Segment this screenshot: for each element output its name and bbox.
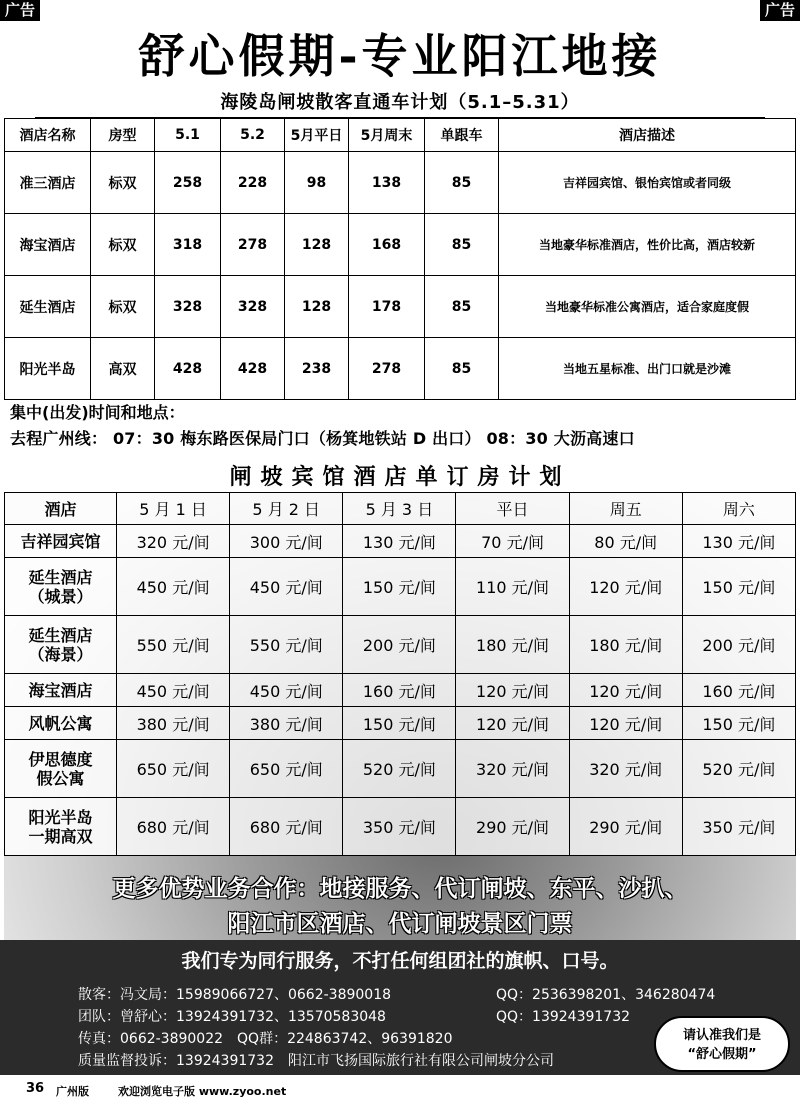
booking-row bbox=[5, 616, 796, 674]
hotel-name-line1: 海宝酒店 bbox=[28, 680, 93, 700]
contact-complaint: 质量监督投诉：13924391732 阳江市飞扬国际旅行社有限公司闸坡分公司 bbox=[78, 1053, 554, 1069]
room-price-cell: 290 元/间 bbox=[456, 798, 569, 856]
booking-row bbox=[5, 707, 796, 740]
room-price-cell: 120 元/间 bbox=[569, 707, 682, 740]
bus-plan-cell: 85 bbox=[425, 152, 499, 214]
room-price-cell: 110 元/间 bbox=[456, 558, 569, 616]
bus-plan-header-cell: 5.1 bbox=[155, 119, 221, 152]
room-price-cell: 320 元/间 bbox=[456, 740, 569, 798]
bus-plan-header-cell: 酒店名称 bbox=[5, 119, 91, 152]
bus-plan-cell: 标双 bbox=[91, 276, 155, 338]
bus-plan-row bbox=[5, 152, 796, 214]
booking-header-cell: 周六 bbox=[682, 493, 795, 525]
hotel-name-line1: 延生酒店 bbox=[28, 567, 93, 587]
hotel-description-cell: 当地豪华标准公寓酒店，适合家庭度假 bbox=[499, 276, 796, 338]
bus-plan-cell: 178 bbox=[349, 276, 425, 338]
room-price-cell: 120 元/间 bbox=[569, 558, 682, 616]
contact-group-qq: QQ：13924391732 bbox=[496, 1009, 631, 1025]
room-price-cell: 650 元/间 bbox=[117, 740, 230, 798]
booking-row bbox=[5, 674, 796, 707]
gather-line: 去程广州线： 07：30 梅东路医保局门口（杨箕地铁站 D 出口） 08：30 大沥高速口 bbox=[10, 429, 635, 448]
hotel-name-cell bbox=[5, 674, 117, 707]
bus-plan-cell: 328 bbox=[155, 276, 221, 338]
room-price-cell: 180 元/间 bbox=[456, 616, 569, 674]
edition-label: 广州版 bbox=[56, 1085, 89, 1098]
hotel-description-cell: 吉祥园宾馆、银怡宾馆或者同级 bbox=[499, 152, 796, 214]
bus-plan-row bbox=[5, 338, 796, 400]
bus-plan-cell: 168 bbox=[349, 214, 425, 276]
hotel-name-line2: 一期高双 bbox=[28, 826, 93, 846]
bus-plan-header-cell: 5月周末 bbox=[349, 119, 425, 152]
room-price-cell: 200 元/间 bbox=[682, 616, 795, 674]
ad-label-right: 广告 bbox=[760, 0, 800, 21]
hotel-name-cell bbox=[5, 616, 117, 674]
footer-slogan: 我们专为同行服务，不打任何组团社的旗帜、口号。 bbox=[181, 950, 619, 972]
room-price-cell: 130 元/间 bbox=[343, 525, 456, 558]
hotel-name-line1: 风帆公寓 bbox=[28, 713, 93, 733]
bus-plan-cell: 阳光半岛 bbox=[5, 338, 91, 400]
hotel-name-cell bbox=[5, 525, 117, 558]
bus-plan-cell: 428 bbox=[221, 338, 285, 400]
room-price-cell: 160 元/间 bbox=[682, 674, 795, 707]
room-price-cell: 120 元/间 bbox=[569, 674, 682, 707]
stamp-line1: 请认准我们是 bbox=[682, 1028, 761, 1043]
bus-plan-header-row bbox=[5, 119, 796, 152]
bus-plan-cell: 85 bbox=[425, 276, 499, 338]
hotel-name-line2: 假公寓 bbox=[36, 768, 85, 788]
bus-plan-header-cell: 5.2 bbox=[221, 119, 285, 152]
room-price-cell: 80 元/间 bbox=[569, 525, 682, 558]
contact-retail: 散客：冯文局：15989066727、0662-3890018 bbox=[78, 987, 392, 1003]
room-price-cell: 200 元/间 bbox=[343, 616, 456, 674]
room-price-cell: 550 元/间 bbox=[117, 616, 230, 674]
room-price-cell: 320 元/间 bbox=[569, 740, 682, 798]
page-title: 舒心假期-专业阳江地接 bbox=[138, 29, 662, 83]
gather-title: 集中(出发)时间和地点： bbox=[10, 403, 185, 422]
room-price-cell: 350 元/间 bbox=[343, 798, 456, 856]
ad-label-left: 广告 bbox=[0, 0, 40, 21]
booking-header-cell: 酒店 bbox=[5, 493, 117, 525]
bus-plan-cell: 延生酒店 bbox=[5, 276, 91, 338]
room-price-cell: 680 元/间 bbox=[117, 798, 230, 856]
page-number: 36 bbox=[26, 1081, 45, 1096]
bus-plan-cell: 328 bbox=[221, 276, 285, 338]
booking-row bbox=[5, 558, 796, 616]
bus-plan-cell: 标双 bbox=[91, 152, 155, 214]
bus-plan-cell: 258 bbox=[155, 152, 221, 214]
booking-header-cell: 5 月 3 日 bbox=[343, 493, 456, 525]
bus-plan-row bbox=[5, 214, 796, 276]
website-label[interactable]: 欢迎浏览电子版 www.zyoo.net bbox=[118, 1085, 287, 1098]
booking-header-cell: 5 月 2 日 bbox=[230, 493, 343, 525]
booking-title: 闸坡宾馆酒店单订房计划 bbox=[229, 464, 571, 490]
hotel-name-line1: 延生酒店 bbox=[28, 625, 93, 645]
contact-retail-qq: QQ：2536398201、346280474 bbox=[496, 987, 716, 1003]
bus-plan-cell: 138 bbox=[349, 152, 425, 214]
page-bottom-bar bbox=[0, 1078, 800, 1100]
bus-plan-row bbox=[5, 276, 796, 338]
room-price-cell: 320 元/间 bbox=[117, 525, 230, 558]
hotel-name-line1: 吉祥园宾馆 bbox=[20, 531, 101, 551]
room-price-cell: 350 元/间 bbox=[682, 798, 795, 856]
bus-plan-cell: 318 bbox=[155, 214, 221, 276]
hotel-description-cell: 当地豪华标准酒店，性价比高，酒店较新 bbox=[499, 214, 796, 276]
room-price-cell: 290 元/间 bbox=[569, 798, 682, 856]
bus-plan-cell: 85 bbox=[425, 338, 499, 400]
room-price-cell: 680 元/间 bbox=[230, 798, 343, 856]
bus-plan-cell: 高双 bbox=[91, 338, 155, 400]
room-price-cell: 150 元/间 bbox=[343, 558, 456, 616]
room-price-cell: 520 元/间 bbox=[682, 740, 795, 798]
contact-group: 团队：曾舒心：13924391732、13570583048 bbox=[78, 1009, 386, 1025]
bus-plan-cell: 海宝酒店 bbox=[5, 214, 91, 276]
bus-plan-cell: 278 bbox=[221, 214, 285, 276]
room-price-cell: 300 元/间 bbox=[230, 525, 343, 558]
bus-plan-cell: 准三酒店 bbox=[5, 152, 91, 214]
hotel-name-cell bbox=[5, 740, 117, 798]
bus-plan-cell: 128 bbox=[285, 214, 349, 276]
bus-plan-header-cell: 单跟车 bbox=[425, 119, 499, 152]
room-price-cell: 150 元/间 bbox=[682, 558, 795, 616]
room-price-cell: 130 元/间 bbox=[682, 525, 795, 558]
hotel-name-line1: 阳光半岛 bbox=[28, 807, 93, 827]
room-price-cell: 70 元/间 bbox=[456, 525, 569, 558]
bus-plan-header-cell: 酒店描述 bbox=[499, 119, 796, 152]
more-services-line2: 阳江市区酒店、代订闸坡景区门票 bbox=[227, 911, 573, 937]
hotel-name-cell bbox=[5, 558, 117, 616]
room-price-cell: 450 元/间 bbox=[230, 674, 343, 707]
hotel-name-cell bbox=[5, 798, 117, 856]
booking-header-cell: 5 月 1 日 bbox=[117, 493, 230, 525]
hotel-description-cell: 当地五星标准、出门口就是沙滩 bbox=[499, 338, 796, 400]
bus-plan-table bbox=[4, 118, 796, 400]
booking-row bbox=[5, 740, 796, 798]
booking-row bbox=[5, 798, 796, 856]
room-price-cell: 150 元/间 bbox=[682, 707, 795, 740]
booking-header-row bbox=[5, 493, 796, 525]
room-price-cell: 380 元/间 bbox=[230, 707, 343, 740]
bus-plan-cell: 98 bbox=[285, 152, 349, 214]
stamp-line2: “舒心假期” bbox=[687, 1047, 757, 1062]
room-price-cell: 450 元/间 bbox=[117, 674, 230, 707]
room-price-cell: 450 元/间 bbox=[117, 558, 230, 616]
page-subtitle: 海陵岛闸坡散客直通车计划（5.1–5.31） bbox=[0, 88, 800, 119]
room-price-cell: 180 元/间 bbox=[569, 616, 682, 674]
room-price-cell: 550 元/间 bbox=[230, 616, 343, 674]
bus-plan-cell: 428 bbox=[155, 338, 221, 400]
hotel-name-line1: 伊思德度 bbox=[28, 749, 93, 769]
bus-plan-cell: 85 bbox=[425, 214, 499, 276]
hotel-name-line2: （城景） bbox=[28, 586, 93, 606]
more-services-line1: 更多优势业务合作：地接服务、代订闸坡、东平、沙扒、 bbox=[112, 876, 688, 902]
room-price-cell: 150 元/间 bbox=[343, 707, 456, 740]
booking-header-cell: 平日 bbox=[456, 493, 569, 525]
bus-plan-cell: 238 bbox=[285, 338, 349, 400]
booking-header-cell: 周五 bbox=[569, 493, 682, 525]
room-price-cell: 120 元/间 bbox=[456, 707, 569, 740]
bus-plan-cell: 标双 bbox=[91, 214, 155, 276]
bus-plan-cell: 128 bbox=[285, 276, 349, 338]
brand-stamp bbox=[654, 1016, 790, 1072]
bus-plan-header-cell: 房型 bbox=[91, 119, 155, 152]
hotel-name-line2: （海景） bbox=[28, 644, 93, 664]
bus-plan-header-cell: 5月平日 bbox=[285, 119, 349, 152]
bus-plan-cell: 228 bbox=[221, 152, 285, 214]
room-price-cell: 380 元/间 bbox=[117, 707, 230, 740]
booking-table bbox=[4, 492, 796, 856]
bus-plan-cell: 278 bbox=[349, 338, 425, 400]
room-price-cell: 650 元/间 bbox=[230, 740, 343, 798]
contact-fax: 传真：0662-3890022 QQ群：224863742、96391820 bbox=[78, 1031, 453, 1047]
room-price-cell: 520 元/间 bbox=[343, 740, 456, 798]
room-price-cell: 450 元/间 bbox=[230, 558, 343, 616]
hotel-name-cell bbox=[5, 707, 117, 740]
booking-row bbox=[5, 525, 796, 558]
room-price-cell: 120 元/间 bbox=[456, 674, 569, 707]
room-price-cell: 160 元/间 bbox=[343, 674, 456, 707]
